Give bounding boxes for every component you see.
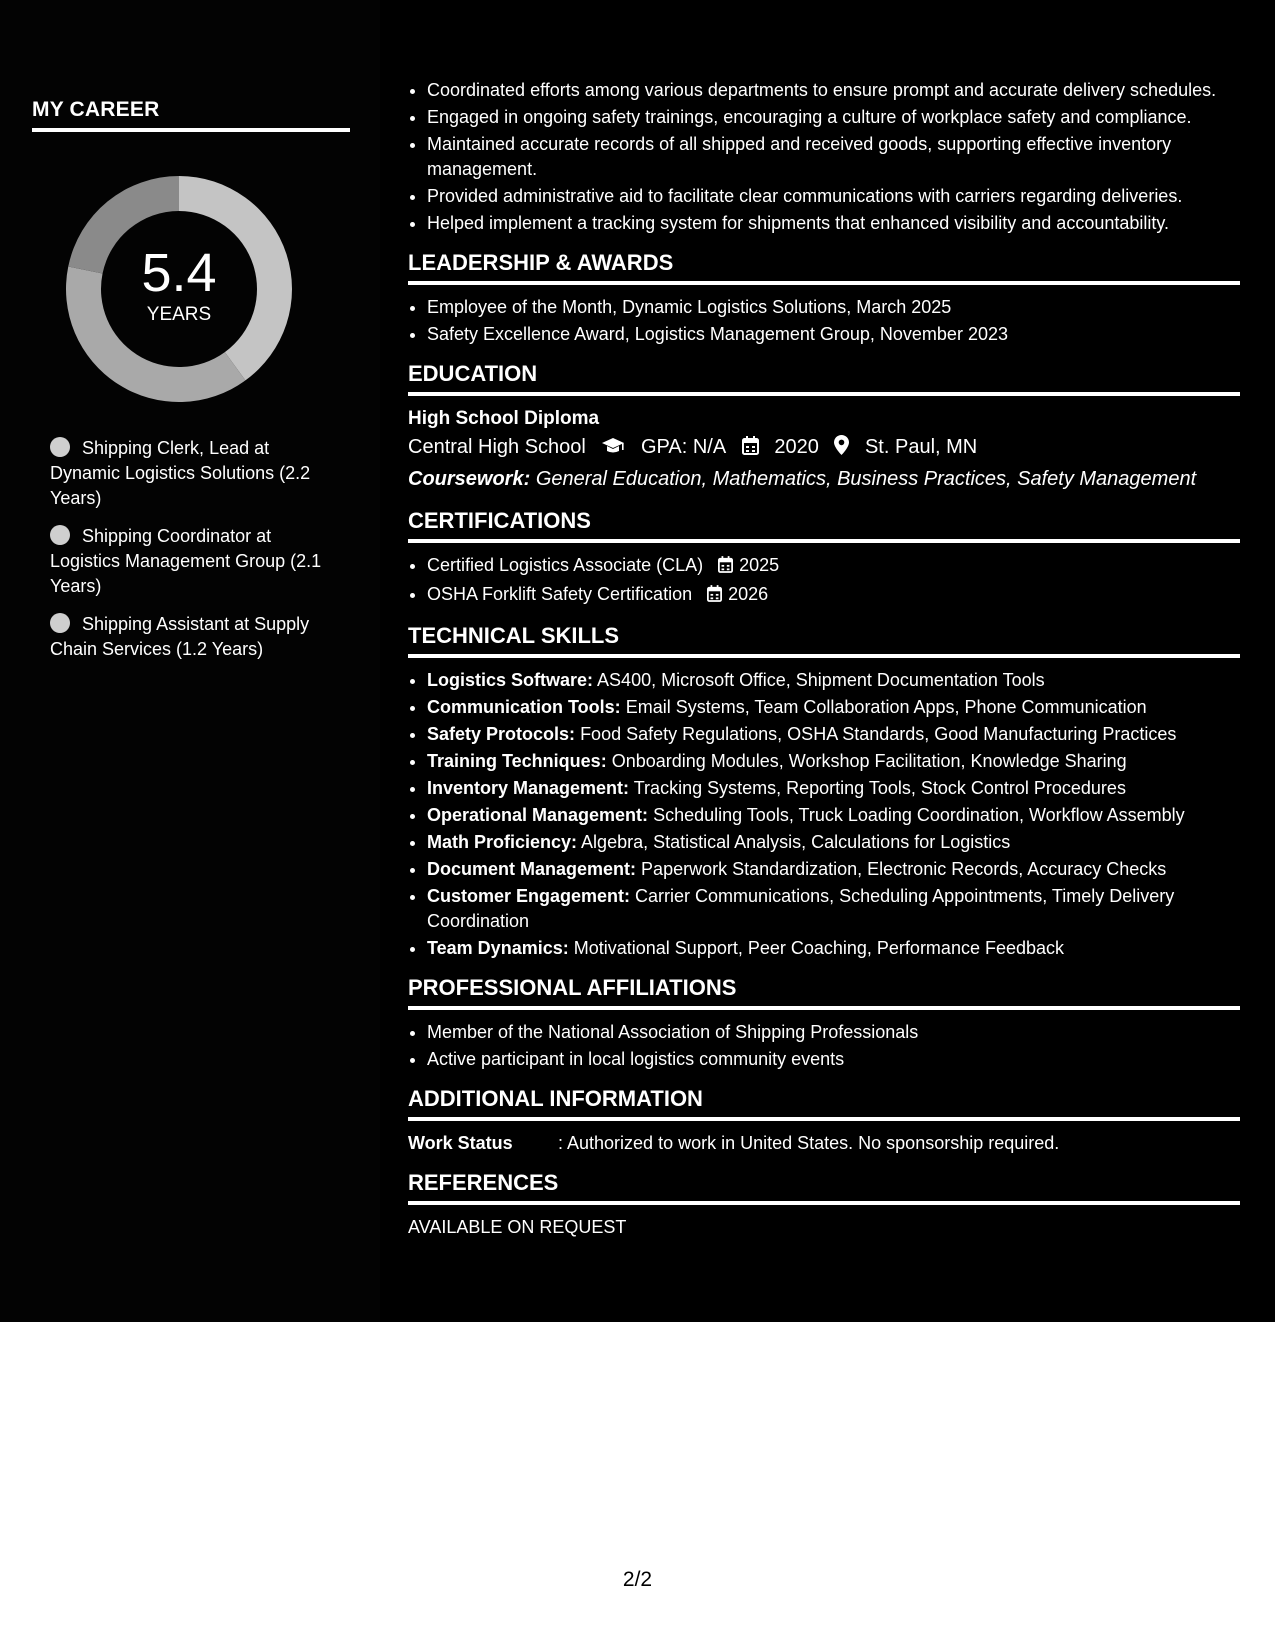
education-details <box>408 432 1240 465</box>
certification-name: OSHA Forklift Safety Certification <box>427 584 693 604</box>
education-location: St. Paul, MN <box>864 436 978 458</box>
skills-heading: TECHNICAL SKILLS <box>408 623 1240 658</box>
main-column <box>408 78 1240 1240</box>
skill-label: Document Management: <box>427 859 637 879</box>
career-item <box>50 524 340 599</box>
education-coursework <box>408 465 1240 494</box>
total-years-unit: YEARS <box>146 304 212 325</box>
career-role: Shipping Coordinator at Logistics Management Group (2.1 Years) <box>50 526 322 596</box>
career-heading: MY CAREER <box>32 98 350 132</box>
certification-item <box>427 582 1240 609</box>
skill-item <box>427 722 1240 747</box>
skill-item <box>427 857 1240 882</box>
bullet-dot-icon <box>50 525 70 545</box>
skill-item <box>427 695 1240 720</box>
skill-text: Email Systems, Team Collaboration Apps, Phone Communication <box>625 697 1147 717</box>
skill-label: Training Techniques: <box>427 751 607 771</box>
coursework-text: General Education, Mathematics, Business Practices, Safety Management <box>535 468 1197 490</box>
certifications-heading: CERTIFICATIONS <box>408 508 1240 543</box>
leadership-list <box>408 295 1240 347</box>
skill-text: Motivational Support, Peer Coaching, Performance Feedback <box>573 938 1065 958</box>
skill-item <box>427 936 1240 961</box>
affiliations-heading: PROFESSIONAL AFFILIATIONS <box>408 975 1240 1010</box>
leadership-heading: LEADERSHIP & AWARDS <box>408 250 1240 285</box>
experience-bullet: • Maintained accurate records of all shipped and received goods, supporting effective inventory management. <box>427 132 1240 182</box>
skill-label: Customer Engagement: <box>427 886 631 906</box>
career-donut-chart <box>66 176 292 402</box>
skill-text: Carrier Communications, Scheduling Appointments, Timely Delivery Coordination <box>427 886 1175 931</box>
experience-bullet: • Coordinated efforts among various departments to ensure prompt and accurate delivery schedules. <box>427 78 1240 103</box>
career-role: Shipping Clerk, Lead at Dynamic Logistics Solutions (2.2 Years) <box>50 438 311 508</box>
bullet-dot-icon <box>50 613 70 633</box>
education-year: 2020 <box>774 436 819 458</box>
skill-item <box>427 803 1240 828</box>
career-item <box>50 612 340 662</box>
skill-label: Inventory Management: <box>427 778 630 798</box>
education-gpa: GPA: N/A <box>641 436 727 458</box>
sidebar <box>0 0 380 1322</box>
affiliation-item: • Member of the National Association of Shipping Professionals <box>427 1020 1240 1045</box>
experience-bullets <box>408 78 1240 236</box>
award-item: • Employee of the Month, Dynamic Logistics Solutions, March 2025 <box>427 295 1240 320</box>
skill-text: Onboarding Modules, Workshop Facilitation, Knowledge Sharing <box>611 751 1127 771</box>
skill-label: Team Dynamics: <box>427 938 569 958</box>
references-text: AVAILABLE ON REQUEST <box>408 1217 627 1237</box>
experience-bullet: • Engaged in ongoing safety trainings, encouraging a culture of workplace safety and compliance. <box>427 105 1240 130</box>
certification-name: Certified Logistics Associate (CLA) <box>427 555 704 575</box>
skill-label: Communication Tools: <box>427 697 621 717</box>
bullet-dot-icon <box>50 437 70 457</box>
education-school: Central High School <box>408 436 586 458</box>
skill-label: Math Proficiency: <box>427 832 578 852</box>
skill-item <box>427 830 1240 855</box>
skills-list <box>408 668 1240 961</box>
work-status-value: : Authorized to work in United States. No sponsorship required. <box>558 1133 1060 1153</box>
certification-year: 2026 <box>728 584 769 604</box>
references-heading: REFERENCES <box>408 1170 1240 1205</box>
career-role: Shipping Assistant at Supply Chain Services (1.2 Years) <box>50 614 310 659</box>
skill-text: Scheduling Tools, Truck Loading Coordination, Workflow Assembly <box>653 805 1185 825</box>
skill-item <box>427 776 1240 801</box>
affiliation-item: • Active participant in local logistics community events <box>427 1047 1240 1072</box>
work-status-row <box>408 1131 1240 1156</box>
total-years-value: 5.4 <box>141 243 217 303</box>
page-number: 2/2 <box>622 1568 653 1591</box>
calendar-icon <box>742 434 759 465</box>
certification-item <box>427 553 1240 580</box>
experience-bullet: • Helped implement a tracking system for shipments that enhanced visibility and accountability. <box>427 211 1240 236</box>
skill-label: Logistics Software: <box>427 670 594 690</box>
certifications-list <box>408 553 1240 609</box>
skill-item <box>427 749 1240 774</box>
affiliations-list <box>408 1020 1240 1072</box>
coursework-label: Coursework: <box>408 468 531 490</box>
graduation-cap-icon <box>601 434 625 465</box>
calendar-icon <box>718 555 733 580</box>
award-item: • Safety Excellence Award, Logistics Management Group, November 2023 <box>427 322 1240 347</box>
additional-info-heading: ADDITIONAL INFORMATION <box>408 1086 1240 1121</box>
career-list <box>50 436 340 675</box>
skill-text: Tracking Systems, Reporting Tools, Stock Control Procedures <box>633 778 1126 798</box>
skill-text: Algebra, Statistical Analysis, Calculations for Logistics <box>581 832 1011 852</box>
skill-text: Paperwork Standardization, Electronic Records, Accuracy Checks <box>641 859 1167 879</box>
calendar-icon <box>707 584 722 609</box>
donut-center <box>66 176 292 402</box>
skill-label: Operational Management: <box>427 805 649 825</box>
education-heading: EDUCATION <box>408 361 1240 396</box>
skill-text: Food Safety Regulations, OSHA Standards, Good Manufacturing Practices <box>580 724 1177 744</box>
skill-text: AS400, Microsoft Office, Shipment Documentation Tools <box>597 670 1045 690</box>
work-status-label: Work Status <box>408 1133 513 1153</box>
skill-item <box>427 668 1240 693</box>
location-pin-icon <box>834 434 849 465</box>
skill-item <box>427 884 1240 934</box>
career-item <box>50 436 340 511</box>
skill-label: Safety Protocols: <box>427 724 576 744</box>
education-degree: High School Diploma <box>408 408 600 429</box>
certification-year: 2025 <box>739 555 780 575</box>
experience-bullet: • Provided administrative aid to facilitate clear communications with carriers regarding deliveries. <box>427 184 1240 209</box>
